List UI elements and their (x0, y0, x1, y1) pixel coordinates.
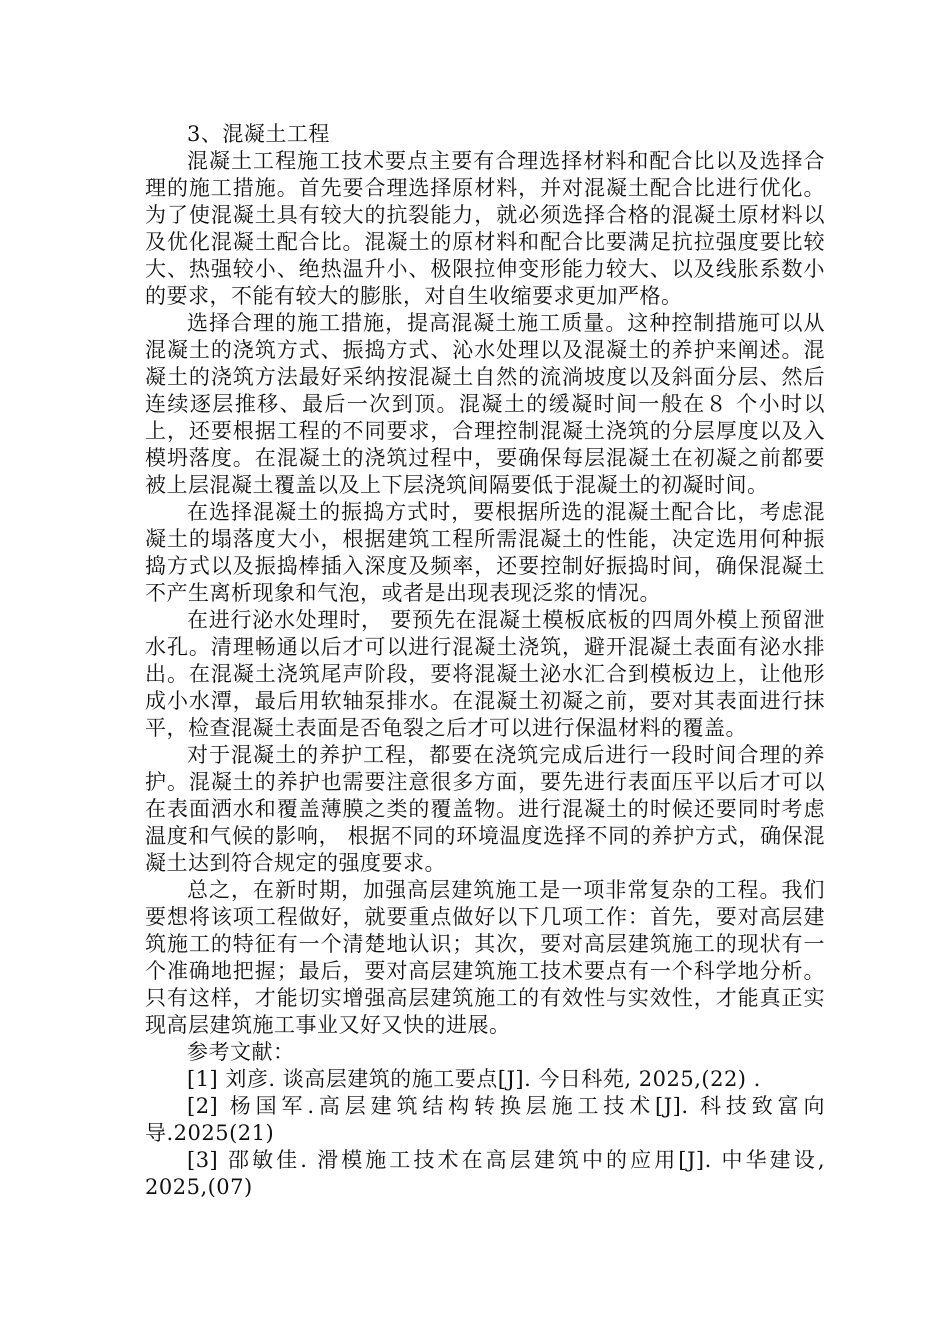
paragraph-bleeding-water: 在进行泌水处理时， 要预先在混凝土模板底板的四周外模上预留泄水孔。清理畅通以后才可以进行混凝土浇筑，避开混凝土表面有泌水排出。在混凝土浇筑尾声阶段，要将混凝土泌水汇合到模板边上，让他形成小水潭，最后用软轴泵排水。在混凝土初凝之前，要对其表面进行抹平，检查混凝土表面是否龟裂之后才可以进行保温材料的覆盖。 (145, 608, 825, 740)
section-heading: 3、混凝土工程 (187, 122, 330, 146)
paragraph-materials: 混凝土工程施工技术要点主要有合理选择材料和配合比以及选择合理的施工措施。首先要合理选择原材料，并对混凝土配合比进行优化。为了使混凝土具有较大的抗裂能力，就必须选择合格的混凝土原材料以及优化混凝土配合比。混凝土的原材料和配合比要满足抗拉强度要比较大、热强较小、绝热温升小、极限拉伸变形能力较大、以及线胀系数小的要求，不能有较大的膨胀，对自生收缩要求更加严格。 (145, 149, 825, 308)
paragraph-construction-measures: 选择合理的施工措施，提高混凝土施工质量。这种控制措施可以从混凝土的浇筑方式、振捣方式、沁水处理以及混凝土的养护来阐述。混凝土的浇筑方法最好采纳按混凝土自然的流淌坡度以及斜面分层、然后连续逐层推移、最后一次到顶。混凝土的缓凝时间一般在８ 个小时以上，还要根据工程的不同要求，合理控制混凝土浇筑的分层厚度以及入模坍落度。在混凝土的浇筑过程中，要确保每层混凝土在初凝之前都要被上层混凝土覆盖以及上下层浇筑间隔要低于混凝土的初凝时间。 (145, 311, 825, 497)
paragraph-vibration: 在选择混凝土的振捣方式时，要根据所选的混凝土配合比，考虑混凝土的塌落度大小，根据建筑工程所需混凝土的性能，决定选用何种振捣方式以及振捣棒插入深度及频率，还要控制好振捣时间，确保混凝土不产生离析现象和气泡，或者是出现表现泛浆的情况。 (145, 500, 825, 605)
reference-item-1: [1] 刘彦. 谈高层建筑的施工要点[J]. 今日科苑, 2025,(22) . (187, 1067, 761, 1091)
document-page (145, 121, 825, 1201)
references-label: 参考文献： (187, 1040, 295, 1064)
paragraph-curing: 对于混凝土的养护工程，都要在浇筑完成后进行一段时间合理的养护。混凝土的养护也需要注意很多方面，要先进行表面压平以后才可以在表面洒水和覆盖薄膜之类的覆盖物。进行混凝土的时候还要同时考虑温度和气候的影响， 根据不同的环境温度选择不同的养护方式，确保混凝土达到符合规定的强度要求。 (145, 743, 825, 875)
reference-item-3: [3] 邵敏佳. 滑模施工技术在高层建筑中的应用[J]. 中华建设, 2025,(07) (145, 1148, 825, 1199)
paragraph-conclusion: 总之，在新时期，加强高层建筑施工是一项非常复杂的工程。我们要想将该项工程做好，就要重点做好以下几项工作：首先，要对高层建筑施工的特征有一个清楚地认识；其次，要对高层建筑施工的现状有一个准确地把握；最后，要对高层建筑施工技术要点有一个科学地分析。只有这样，才能切实增强高层建筑施工的有效性与实效性，才能真正实现高层建筑施工事业又好又快的进展。 (145, 878, 825, 1037)
reference-item-2: [2] 杨国军.高层建筑结构转换层施工技术[J]. 科技致富向导.2025(21) (145, 1094, 825, 1145)
